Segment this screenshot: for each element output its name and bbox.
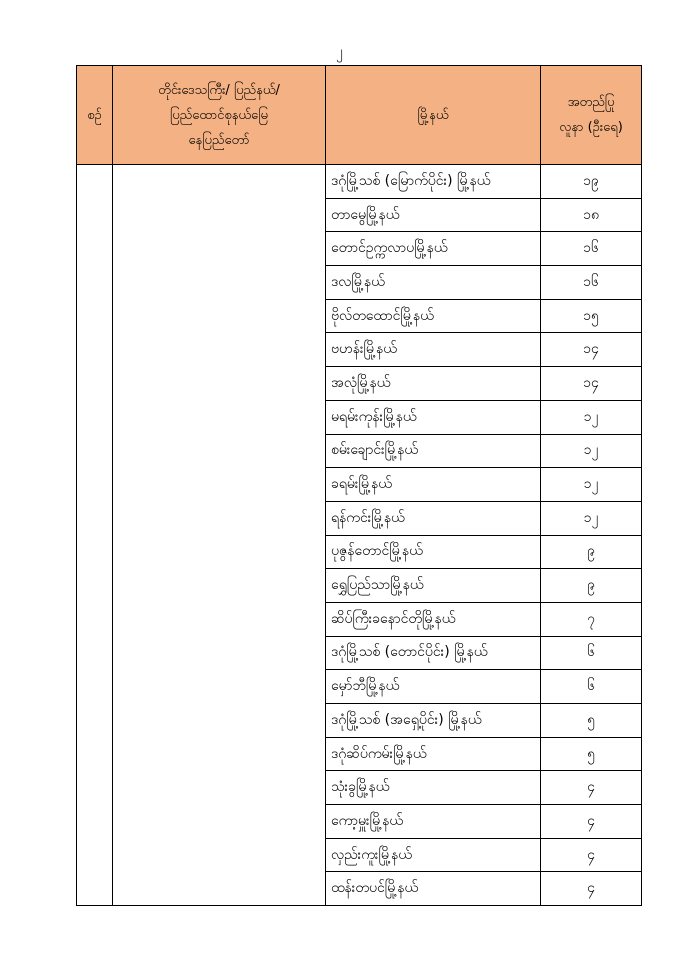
header-serial-label: စဉ် [87, 107, 102, 123]
count-cell: ၁၂ [541, 400, 642, 434]
township-cell: ဒဂုံမြို့သစ် (အရှေ့ပိုင်း) မြို့နယ် [326, 704, 541, 738]
township-cell: ရွှေပြည်သာမြို့နယ် [326, 569, 541, 603]
header-serial [77, 66, 113, 165]
township-cell: ခရမ်းမြို့နယ် [326, 468, 541, 502]
township-cell: ဗိုလ်တထောင်မြို့နယ် [326, 299, 541, 333]
count-cell: ၁၂ [541, 434, 642, 468]
count-cell: ၁၆ [541, 232, 642, 266]
township-cell: ကော့မှူးမြို့နယ် [326, 805, 541, 839]
count-cell: ၁၉ [541, 165, 642, 199]
table-row [77, 165, 642, 199]
header-region-line3: နေပြည်တော် [188, 132, 250, 148]
township-cell: အလုံမြို့နယ် [326, 367, 541, 401]
count-cell: ၁၂ [541, 468, 642, 502]
township-cell: ဆိပ်ကြီးခနောင်တိုမြို့နယ် [326, 602, 541, 636]
count-cell: ၁၈ [541, 198, 642, 232]
count-cell: ၆ [541, 636, 642, 670]
township-cell: သုံးခွမြို့နယ် [326, 771, 541, 805]
township-cell: ဒဂုံမြို့သစ် (မြောက်ပိုင်း) မြို့နယ် [326, 165, 541, 199]
township-cell: ဒဂုံမြို့သစ် (တောင်ပိုင်း) မြို့နယ် [326, 636, 541, 670]
header-township-label: မြို့နယ် [417, 107, 449, 123]
header-count-line1: အတည်ပြု [567, 95, 615, 110]
count-cell: ၁၄ [541, 367, 642, 401]
township-cell: ရန်ကင်းမြို့နယ် [326, 501, 541, 535]
count-cell: ၄ [541, 838, 642, 872]
count-cell: ၄ [541, 771, 642, 805]
header-count-line2: လူနာ (ဦးရေ) [559, 120, 623, 135]
table-header-row [77, 66, 642, 165]
count-cell: ၅ [541, 704, 642, 738]
count-cell: ၁၆ [541, 266, 642, 300]
count-cell: ၆ [541, 670, 642, 704]
township-cell: ဗဟန်းမြို့နယ် [326, 333, 541, 367]
count-cell: ၄ [541, 805, 642, 839]
township-cell: မရမ်းကုန်းမြို့နယ် [326, 400, 541, 434]
township-cell: လှည်းကူးမြို့နယ် [326, 838, 541, 872]
region-cell [113, 165, 326, 906]
header-township [326, 66, 541, 165]
township-cell: ဒလမြို့နယ် [326, 266, 541, 300]
count-cell: ၉ [541, 569, 642, 603]
count-cell: ၇ [541, 602, 642, 636]
township-cell: ထန်းတပင်မြို့နယ် [326, 872, 541, 906]
township-cell: မှော်ဘီမြို့နယ် [326, 670, 541, 704]
serial-cell [77, 165, 113, 906]
township-cell: ပုဇွန်တောင်မြို့နယ် [326, 535, 541, 569]
table-body [77, 165, 642, 906]
count-cell: ၁၄ [541, 333, 642, 367]
township-cell: ဒဂုံဆိပ်ကမ်းမြို့နယ် [326, 737, 541, 771]
header-region-line2: ပြည်ထောင်စုနယ်မြေ [170, 107, 268, 123]
page-number: ၂ [336, 44, 343, 60]
township-cell: တောင်ဥက္ကလာပမြို့နယ် [326, 232, 541, 266]
count-cell: ၁၅ [541, 299, 642, 333]
count-cell: ၄ [541, 872, 642, 906]
header-count [541, 66, 642, 165]
township-cell: တာမွေမြို့နယ် [326, 198, 541, 232]
header-region [113, 66, 326, 165]
township-case-table [76, 65, 642, 906]
township-cell: စမ်းချောင်းမြို့နယ် [326, 434, 541, 468]
count-cell: ၅ [541, 737, 642, 771]
header-region-line1: တိုင်းဒေသကြီး/ ပြည်နယ်/ [158, 82, 280, 98]
count-cell: ၉ [541, 535, 642, 569]
count-cell: ၁၂ [541, 501, 642, 535]
